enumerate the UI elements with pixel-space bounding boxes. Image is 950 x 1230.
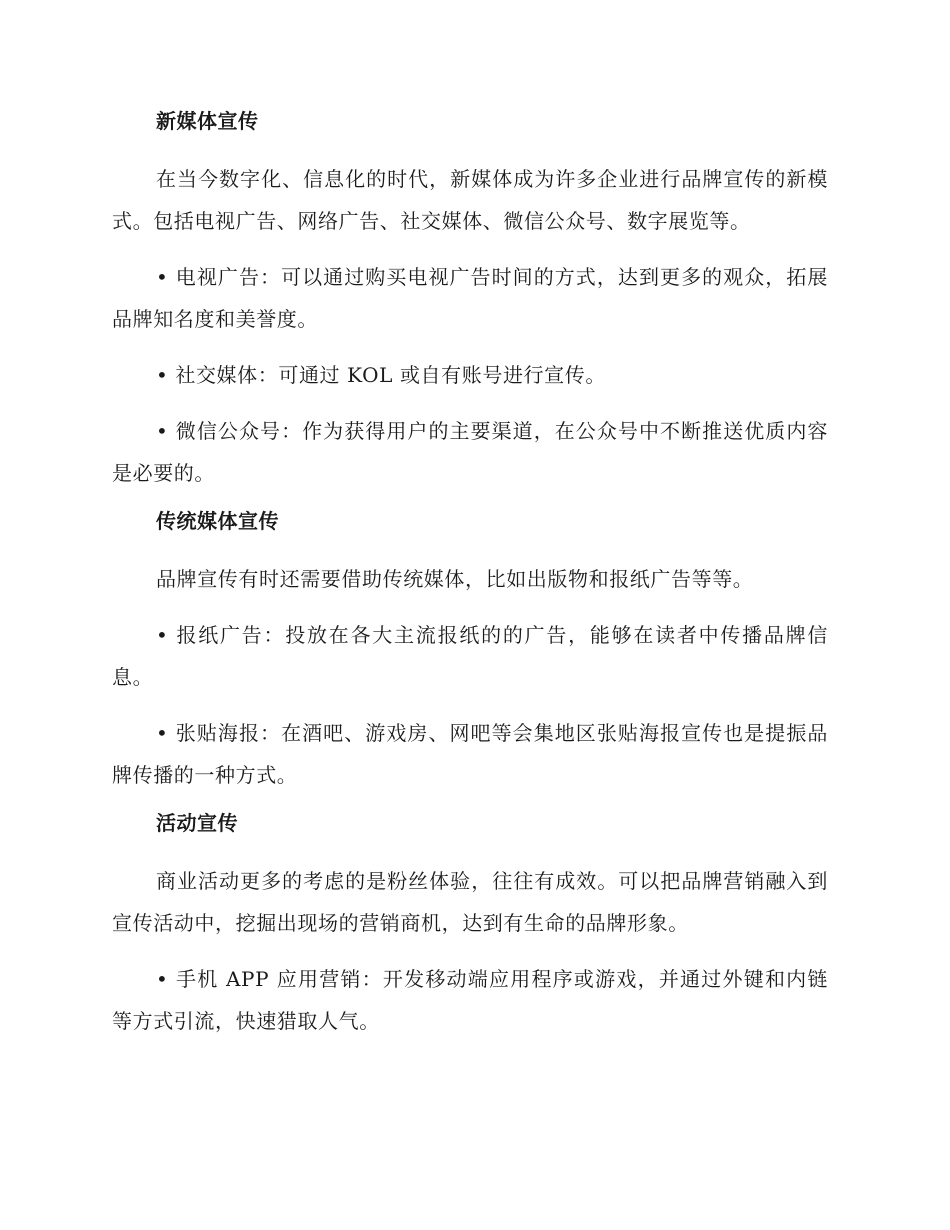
bullet-item: • 电视广告：可以通过购买电视广告时间的方式，达到更多的观众，拓展品牌知名度和美誉度。 — [112, 265, 828, 331]
section-new-media — [112, 108, 828, 494]
section-heading: 传统媒体宣传 — [156, 509, 279, 533]
section-traditional-media — [112, 508, 828, 796]
document-page — [112, 108, 828, 1056]
section-heading: 活动宣传 — [156, 811, 238, 835]
paragraph: 在当今数字化、信息化的时代，新媒体成为许多企业进行品牌宣传的新模式。包括电视广告、网络广告、社交媒体、微信公众号、数字展览等。 — [112, 167, 828, 233]
paragraph: 品牌宣传有时还需要借助传统媒体，比如出版物和报纸广告等等。 — [156, 567, 754, 591]
bullet-item: • 手机 APP 应用营销：开发移动端应用程序或游戏，并通过外键和内链等方式引流，快速猎取人气。 — [112, 967, 828, 1033]
bullet-item: • 报纸广告：投放在各大主流报纸的的广告，能够在读者中传播品牌信息。 — [112, 623, 828, 689]
paragraph: 商业活动更多的考虑的是粉丝体验，往往有成效。可以把品牌营销融入到宣传活动中，挖掘出现场的营销商机，达到有生命的品牌形象。 — [112, 869, 828, 935]
bullet-item: • 社交媒体：可通过 KOL 或自有账号进行宣传。 — [156, 363, 606, 387]
bullet-item: • 张贴海报：在酒吧、游戏房、网吧等会集地区张贴海报宣传也是提振品牌传播的一种方式。 — [112, 721, 828, 787]
section-events — [112, 810, 828, 1042]
section-heading: 新媒体宣传 — [156, 109, 259, 133]
bullet-item: • 微信公众号：作为获得用户的主要渠道，在公众号中不断推送优质内容是必要的。 — [112, 419, 828, 485]
